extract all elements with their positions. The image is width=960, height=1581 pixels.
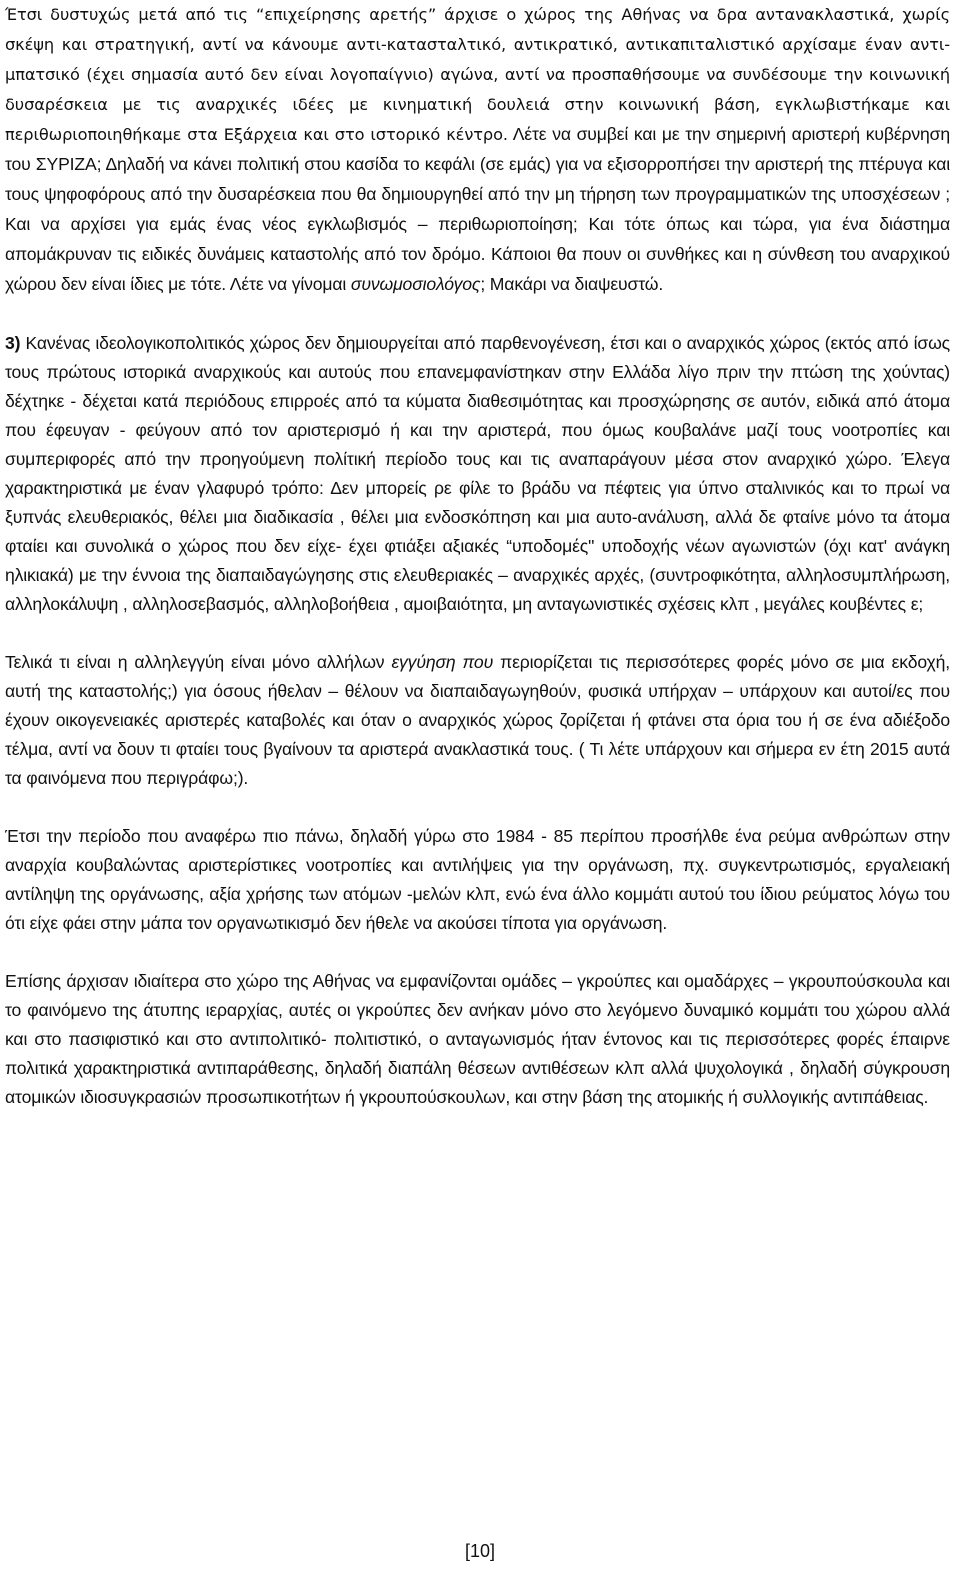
paragraph-3-before: Τελικά τι είναι η αλληλεγγύη είναι μόνο αλλήλων [5,652,392,672]
document-page [5,0,950,1112]
paragraph-gap [5,300,950,329]
paragraph-3 [5,648,950,793]
paragraph-3-italic-phrase: εγγύηση που [391,652,494,672]
paragraph-4-text: Έτσι την περίοδο που αναφέρω πιο πάνω, δηλαδή γύρω στο 1984 - 85 περίπου προσήλθε ένα ρεύμα ανθρώπων στην αναρχία κουβαλώντας αριστερίστικες νοοτροπίες και αντιλήψεις για την οργάνωση, πχ. συγκεντρωτισμός, εργαλειακή αντίληψη της οργάνωσης, αξία χρήσης των ατόμων -μελών κλπ, ενώ ένα άλλο κομμάτι αυτού του ίδιου ρεύματος λόγω του ότι είχε φάει στην μάπα τον οργανωτικισμό δεν ήθελε να ακούσει τίποτα για οργάνωση. [5,826,950,933]
paragraph-5 [5,967,950,1112]
paragraph-gap [5,619,950,648]
paragraph-3-after: περιορίζεται τις περισσότερες φορές μόνο σε μια εκδοχή, αυτή της καταστολής;) για όσους ήθελαν – θέλουν να διαπαιδαγωγηθούν, φυσικά υπήρχαν – υπάρχουν και αυτοί/ες που έχουν οικογενειακές αριστερές καταβολές και όταν ο αναρχικός χώρος ζορίζεται ή φτάνει στα όρια του ή σε ένα αδιέξοδο τέλμα, αντί να δουν τι φταίει τους βγαίνουν τα αριστερά ανακλαστικά τους. ( Τι λέτε υπάρχουν και σήμερα εν έτη 2015 αυτά τα φαινόμενα που περιγράφω;). [5,652,950,788]
paragraph-2 [5,329,950,619]
paragraph-1 [5,0,950,300]
paragraph-1-text-sans: Έτσι δυστυχώς μετά από τις “επιχείρησης αρετής” άρχισε ο χώρος της Αθήνας να δρα αντανακλαστικά, χωρίς σκέψη και στρατηγική, αντί να κάνουμε αντι-κατασταλτικό, αντικρατικό, αντικαπιταλιστικό αρχίσαμε έναν αντι-μπατσικό (έχει σημασία αυτό δεν είναι λογοπαίγνιο) αγώνα, αντί να προσπαθήσουμε να συνδέσουμε την κοινωνική δυσαρέσκεια με τις αναρχικές ιδέες με κινηματική δουλειά στην κοινωνική βάση, εγκλωβιστήκαμε και περιθωριοποιηθήκαμε στα Εξάρχεια και στο ιστορικό κέντρο. [5,5,950,144]
paragraph-gap [5,938,950,967]
paragraph-5-text: Επίσης άρχισαν ιδιαίτερα στο χώρο της Αθήνας να εμφανίζονται ομάδες – γκρούπες και ομαδάρχες – γκρουπούσκουλα και το φαινόμενο της άτυπης ιεραρχίας, αυτές οι γκρούπες δεν ανήκαν μόνο στο λεγόμενο δυναμικό κομμάτι του χώρου αλλά και στο πασιφιστικό και στο αντιπολιτικό- πολιτιστικό, ο ανταγωνισμός ήταν έντονος και τις περισσότερες φορές έπαιρνε πολιτικά χαρακτηριστικά αντιπαράθεσης, δηλαδή διαπάλη θέσεων αντιθέσεων κλπ αλλά ψυχολογικά , δηλαδή σύγκρουση ατομικών ιδιοσυγκρασιών προσωπικοτήτων ή γκρουπούσκουλων, και στην βάση της ατομικής ή συλλογικής αντιπάθειας. [5,971,950,1107]
paragraph-4 [5,822,950,938]
section-number: 3) [5,333,21,353]
paragraph-2-text: Κανένας ιδεολογικοπολιτικός χώρος δεν δημιουργείται από παρθενογένεση, έτσι και ο αναρχικός χώρος (εκτός από ίσως τους πρώτους ιστορικά αναρχικούς και αυτούς που επανεμφανίστηκαν στην Ελλάδα λίγο πριν την πτώση της χούντας) δέχτηκε - δέχεται κατά περιόδους επιρροές από τα κύματα διαθεσιμότητας και προσχώρησης σε αυτόν, ειδικά από άτομα που έφευγαν - φεύγουν από τον αριστερισμό ή και την αριστερά, που όμως κουβαλάνε μαζί τους νοοτροπίες και συμπεριφορές από την προηγούμενη πολίτική περίοδο τους και τις αναπαράγουν μέσα στον αναρχικό χώρο. Έλεγα χαρακτηριστικά με έναν γλαφυρό τρόπο: Δεν μπορείς ρε φίλε το βράδυ να πέφτεις για ύπνο σταλινικός και το πρωί να ξυπνάς ελευθεριακός, θέλει μια διαδικασία , θέλει μια ενδοσκόπηση και μια αυτο-ανάλυση, αλλά δε φταίνε μόνο τα άτομα φταίει και συνολικά ο χώρος που δεν είχε- έχει φτιάξει αξιακές “υποδομές" υποδοχής νέων αγωνιστών (όχι κατ' ανάγκη ηλικιακά) με την έννοια της διαπαιδαγώγησης στις ελευθεριακές – αναρχικές αρχές, (συντροφικότητα, αλληλοσυμπλήρωση, αλληλοκάλυψη , αλληλοσεβασμός, αλληλοβοήθεια , αμοιβαιότητα, μη ανταγωνιστικές σχέσεις κλπ , μεγάλες κουβέντες ε; [5,333,950,614]
paragraph-gap [5,793,950,822]
paragraph-1-italic-word: συνωμοσιολόγος [350,274,481,294]
paragraph-1-ending: ; Μακάρι να διαψευστώ. [480,274,664,294]
paragraph-1-text: Λέτε να συμβεί και με την σημερινή αριστερή κυβέρνηση του ΣΥΡΙΖΑ; Δηλαδή να κάνει πολιτική στου κασίδα το κεφάλι (σε εμάς) για να εξισορροπήσει την αριστερή της πτέρυγα και τους ψηφοφόρους από την δυσαρέσκεια που θα δημιουργηθεί από την μη τήρηση των προγραμματικών της υποσχέσεων ; Και να αρχίσει για εμάς ένας νέος εγκλωβισμός – περιθωριοποίηση; Και τότε όπως και τώρα, για ένα διάστημα απομάκρυναν τις ειδικές δυνάμεις καταστολής από τον δρόμο. Κάποιοι θα πουν οι συνθήκες και η σύνθεση του αναρχικού χώρου δεν είναι ίδιες με τότε. Λέτε να γίνομαι [5,124,950,294]
page-number: [10] [464,1541,496,1561]
